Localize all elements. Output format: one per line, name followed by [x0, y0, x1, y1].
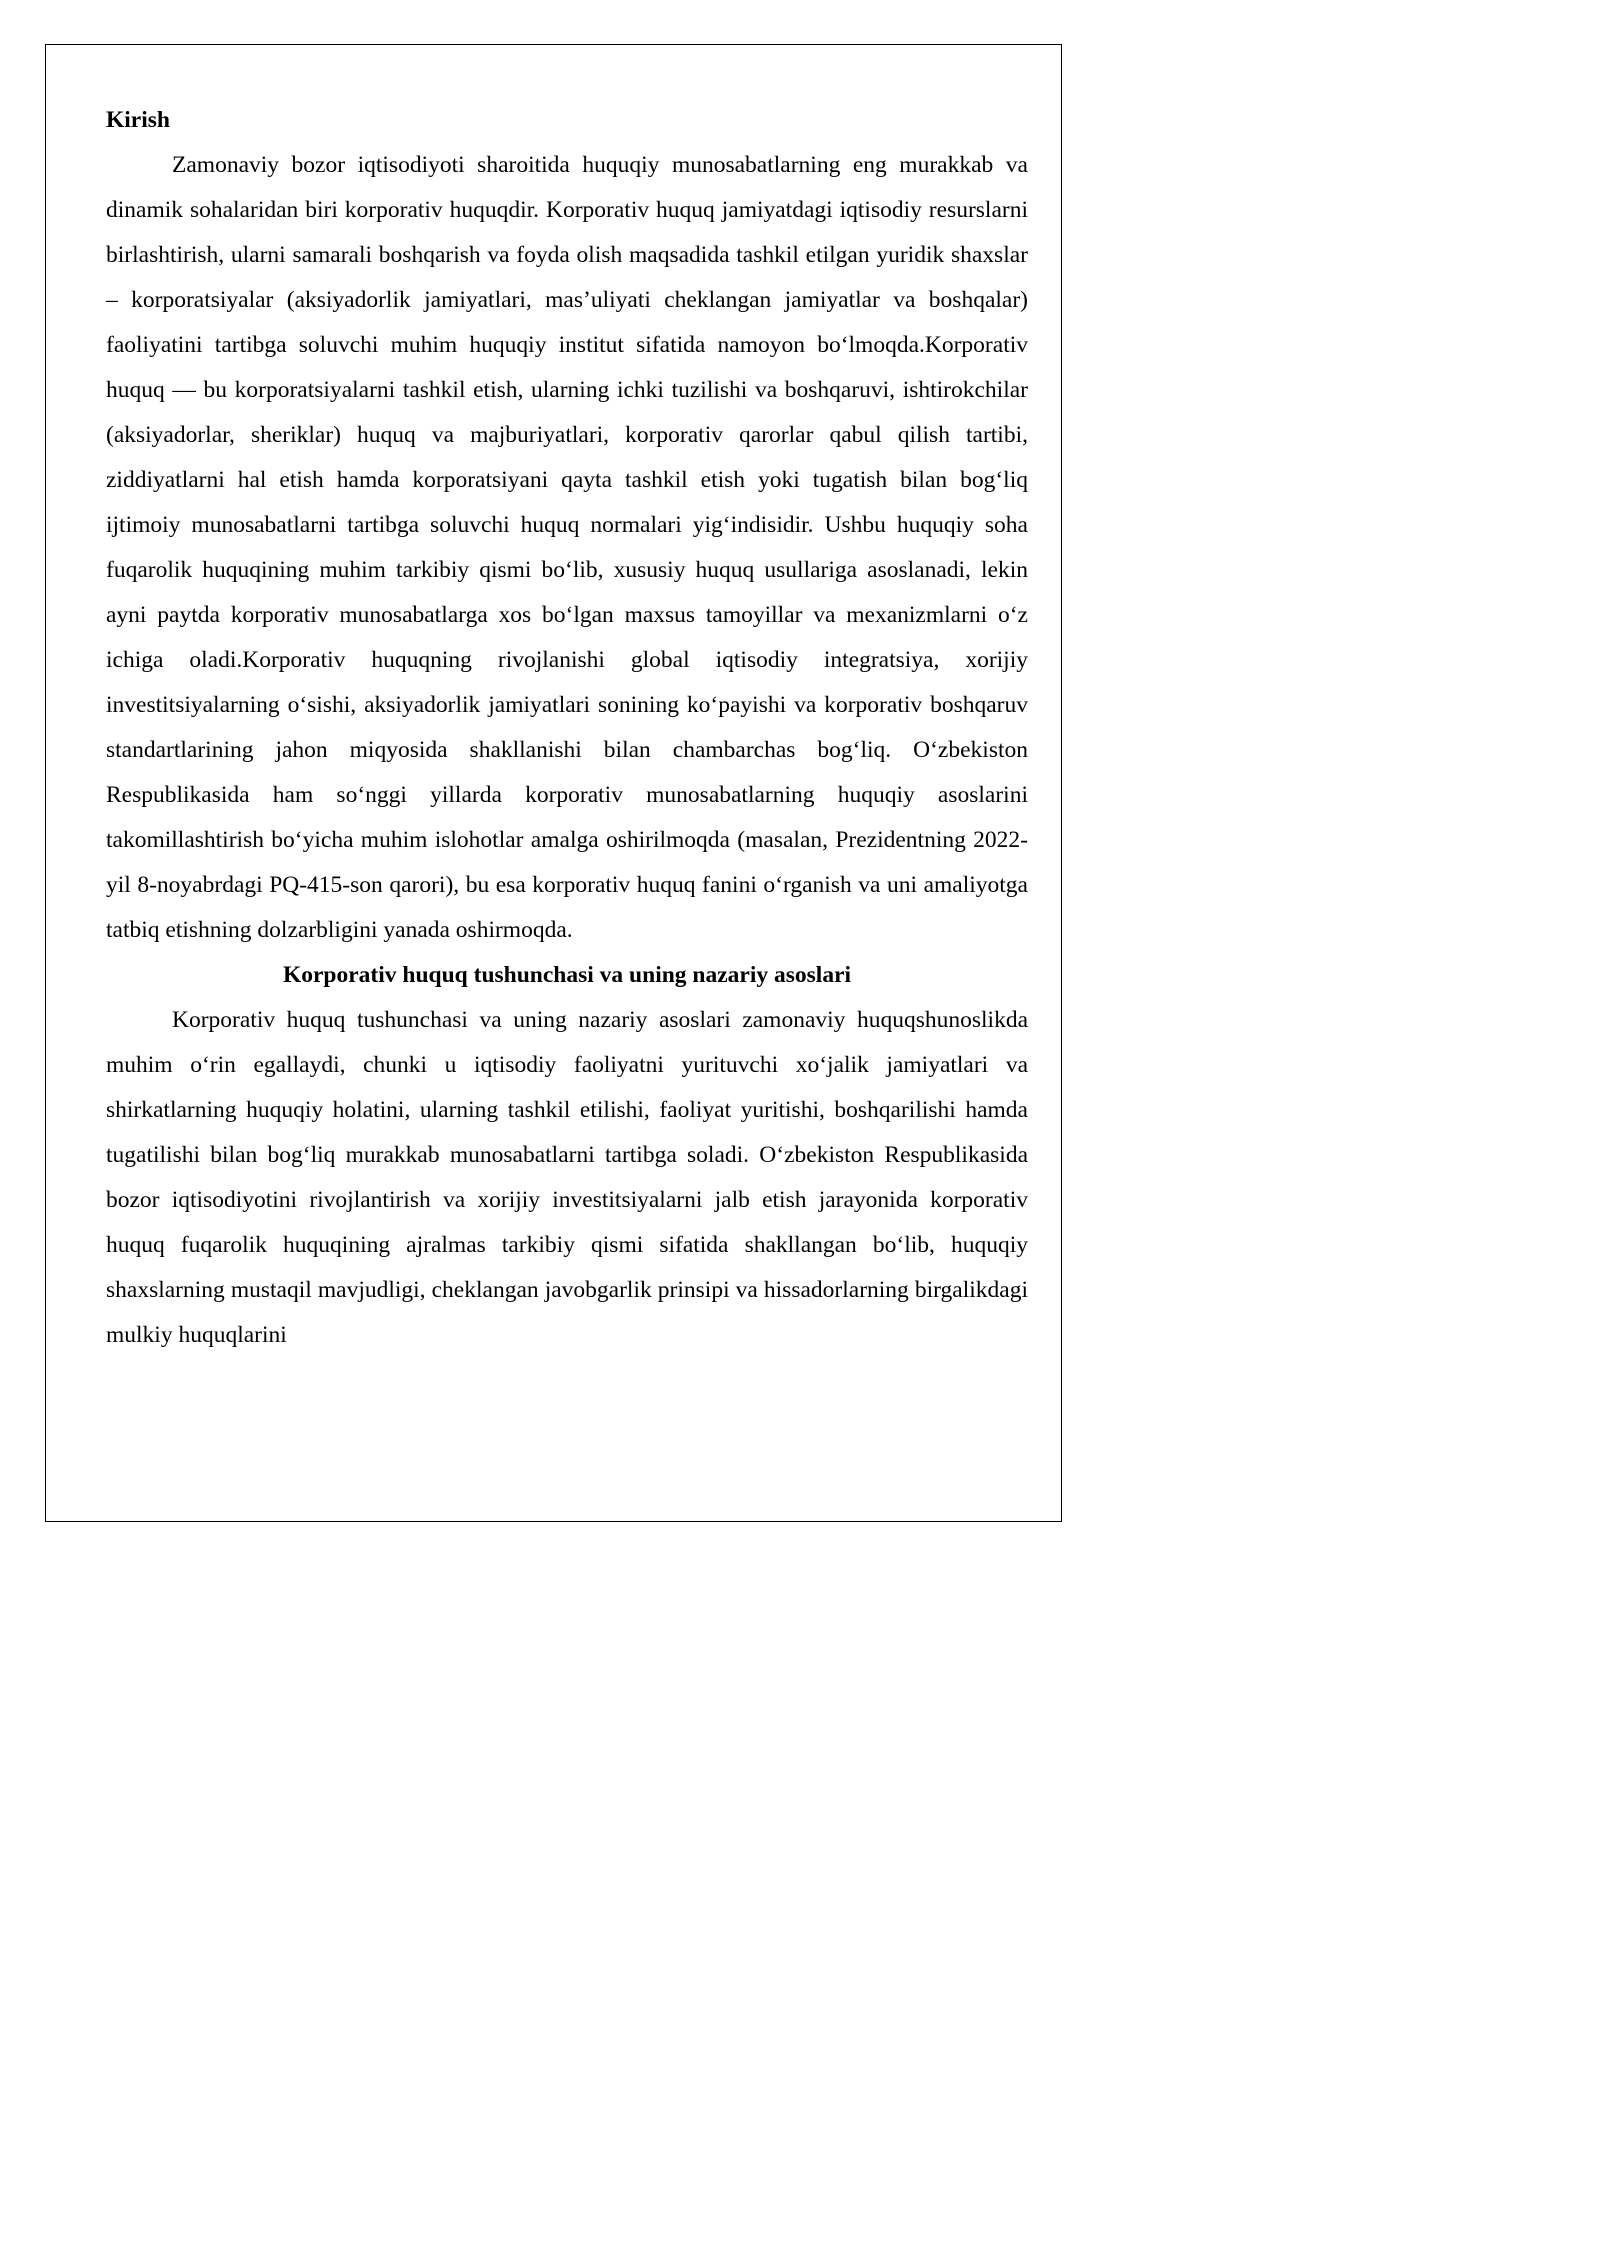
intro-heading: Kirish: [106, 107, 170, 133]
section-paragraph: Korporativ huquq tushunchasi va uning nazariy asoslari zamonaviy huquqshunoslikda muhim oʻrin egallaydi, chunki u iqtisodiy faoliyatni yurituvchi xoʻjalik jamiyatlari va shirkatlarning huquqiy holatini, ularning tashkil etilishi, faoliyat yuritishi, boshqarilishi hamda tugatilishi bilan bogʻliq murakkab munosabatlarni tartibga soladi. Oʻzbekiston Respublikasida bozor iqtisodiyotini rivojlantirish va xorijiy investitsiyalarni jalb etish jarayonida korporativ huquq fuqarolik huquqining ajralmas tarkibiy qismi sifatida shakllangan boʻlib, huquqiy shaxslarning mustaqil mavjudligi, cheklangan javobgarlik prinsipi va hissadorlarning birgalikdagi mulkiy huquqlarini: [106, 1007, 1028, 1348]
intro-paragraph: Zamonaviy bozor iqtisodiyoti sharoitida huquqiy munosabatlarning eng murakkab va dinamik sohalaridan biri korporativ huquqdir. Korporativ huquq jamiyatdagi iqtisodiy resurslarni birlashtirish, ularni samarali boshqarish va foyda olish maqsadida tashkil etilgan yuridik shaxslar – korporatsiyalar (aksiyadorlik jamiyatlari, mas’uliyati cheklangan jamiyatlar va boshqalar) faoliyatini tartibga soluvchi muhim huquqiy institut sifatida namoyon boʻlmoqda.Korporativ huquq — bu korporatsiyalarni tashkil etish, ularning ichki tuzilishi va boshqaruvi, ishtirokchilar (aksiyadorlar, sheriklar) huquq va majburiyatlari, korporativ qarorlar qabul qilish tartibi, ziddiyatlarni hal etish hamda korporatsiyani qayta tashkil etish yoki tugatish bilan bogʻliq ijtimoiy munosabatlarni tartibga soluvchi huquq normalari yigʻindisidir. Ushbu huquqiy soha fuqarolik huquqining muhim tarkibiy qismi boʻlib, xususiy huquq usullariga asoslanadi, lekin ayni paytda korporativ munosabatlarga xos boʻlgan maxsus tamoyillar va mexanizmlarni oʻz ichiga oladi.Korporativ huquqning rivojlanishi global iqtisodiy integratsiya, xorijiy investitsiyalarning oʻsishi, aksiyadorlik jamiyatlari sonining koʻpayishi va korporativ boshqaruv standartlarining jahon miqyosida shakllanishi bilan chambarchas bogʻliq. Oʻzbekiston Respublikasida ham soʻnggi yillarda korporativ munosabatlarning huquqiy asoslarini takomillashtirish boʻyicha muhim islohotlar amalga oshirilmoqda (masalan, Prezidentning 2022-yil 8-noyabrdagi PQ-415-son qarori), bu esa korporativ huquq fanini oʻrganish va uni amaliyotga tatbiq etishning dolzarbligini yanada oshirmoqda.: [106, 152, 1028, 943]
section-heading: Korporativ huquq tushunchasi va uning nazariy asoslari: [282, 962, 852, 988]
document-body: [106, 98, 1028, 1358]
